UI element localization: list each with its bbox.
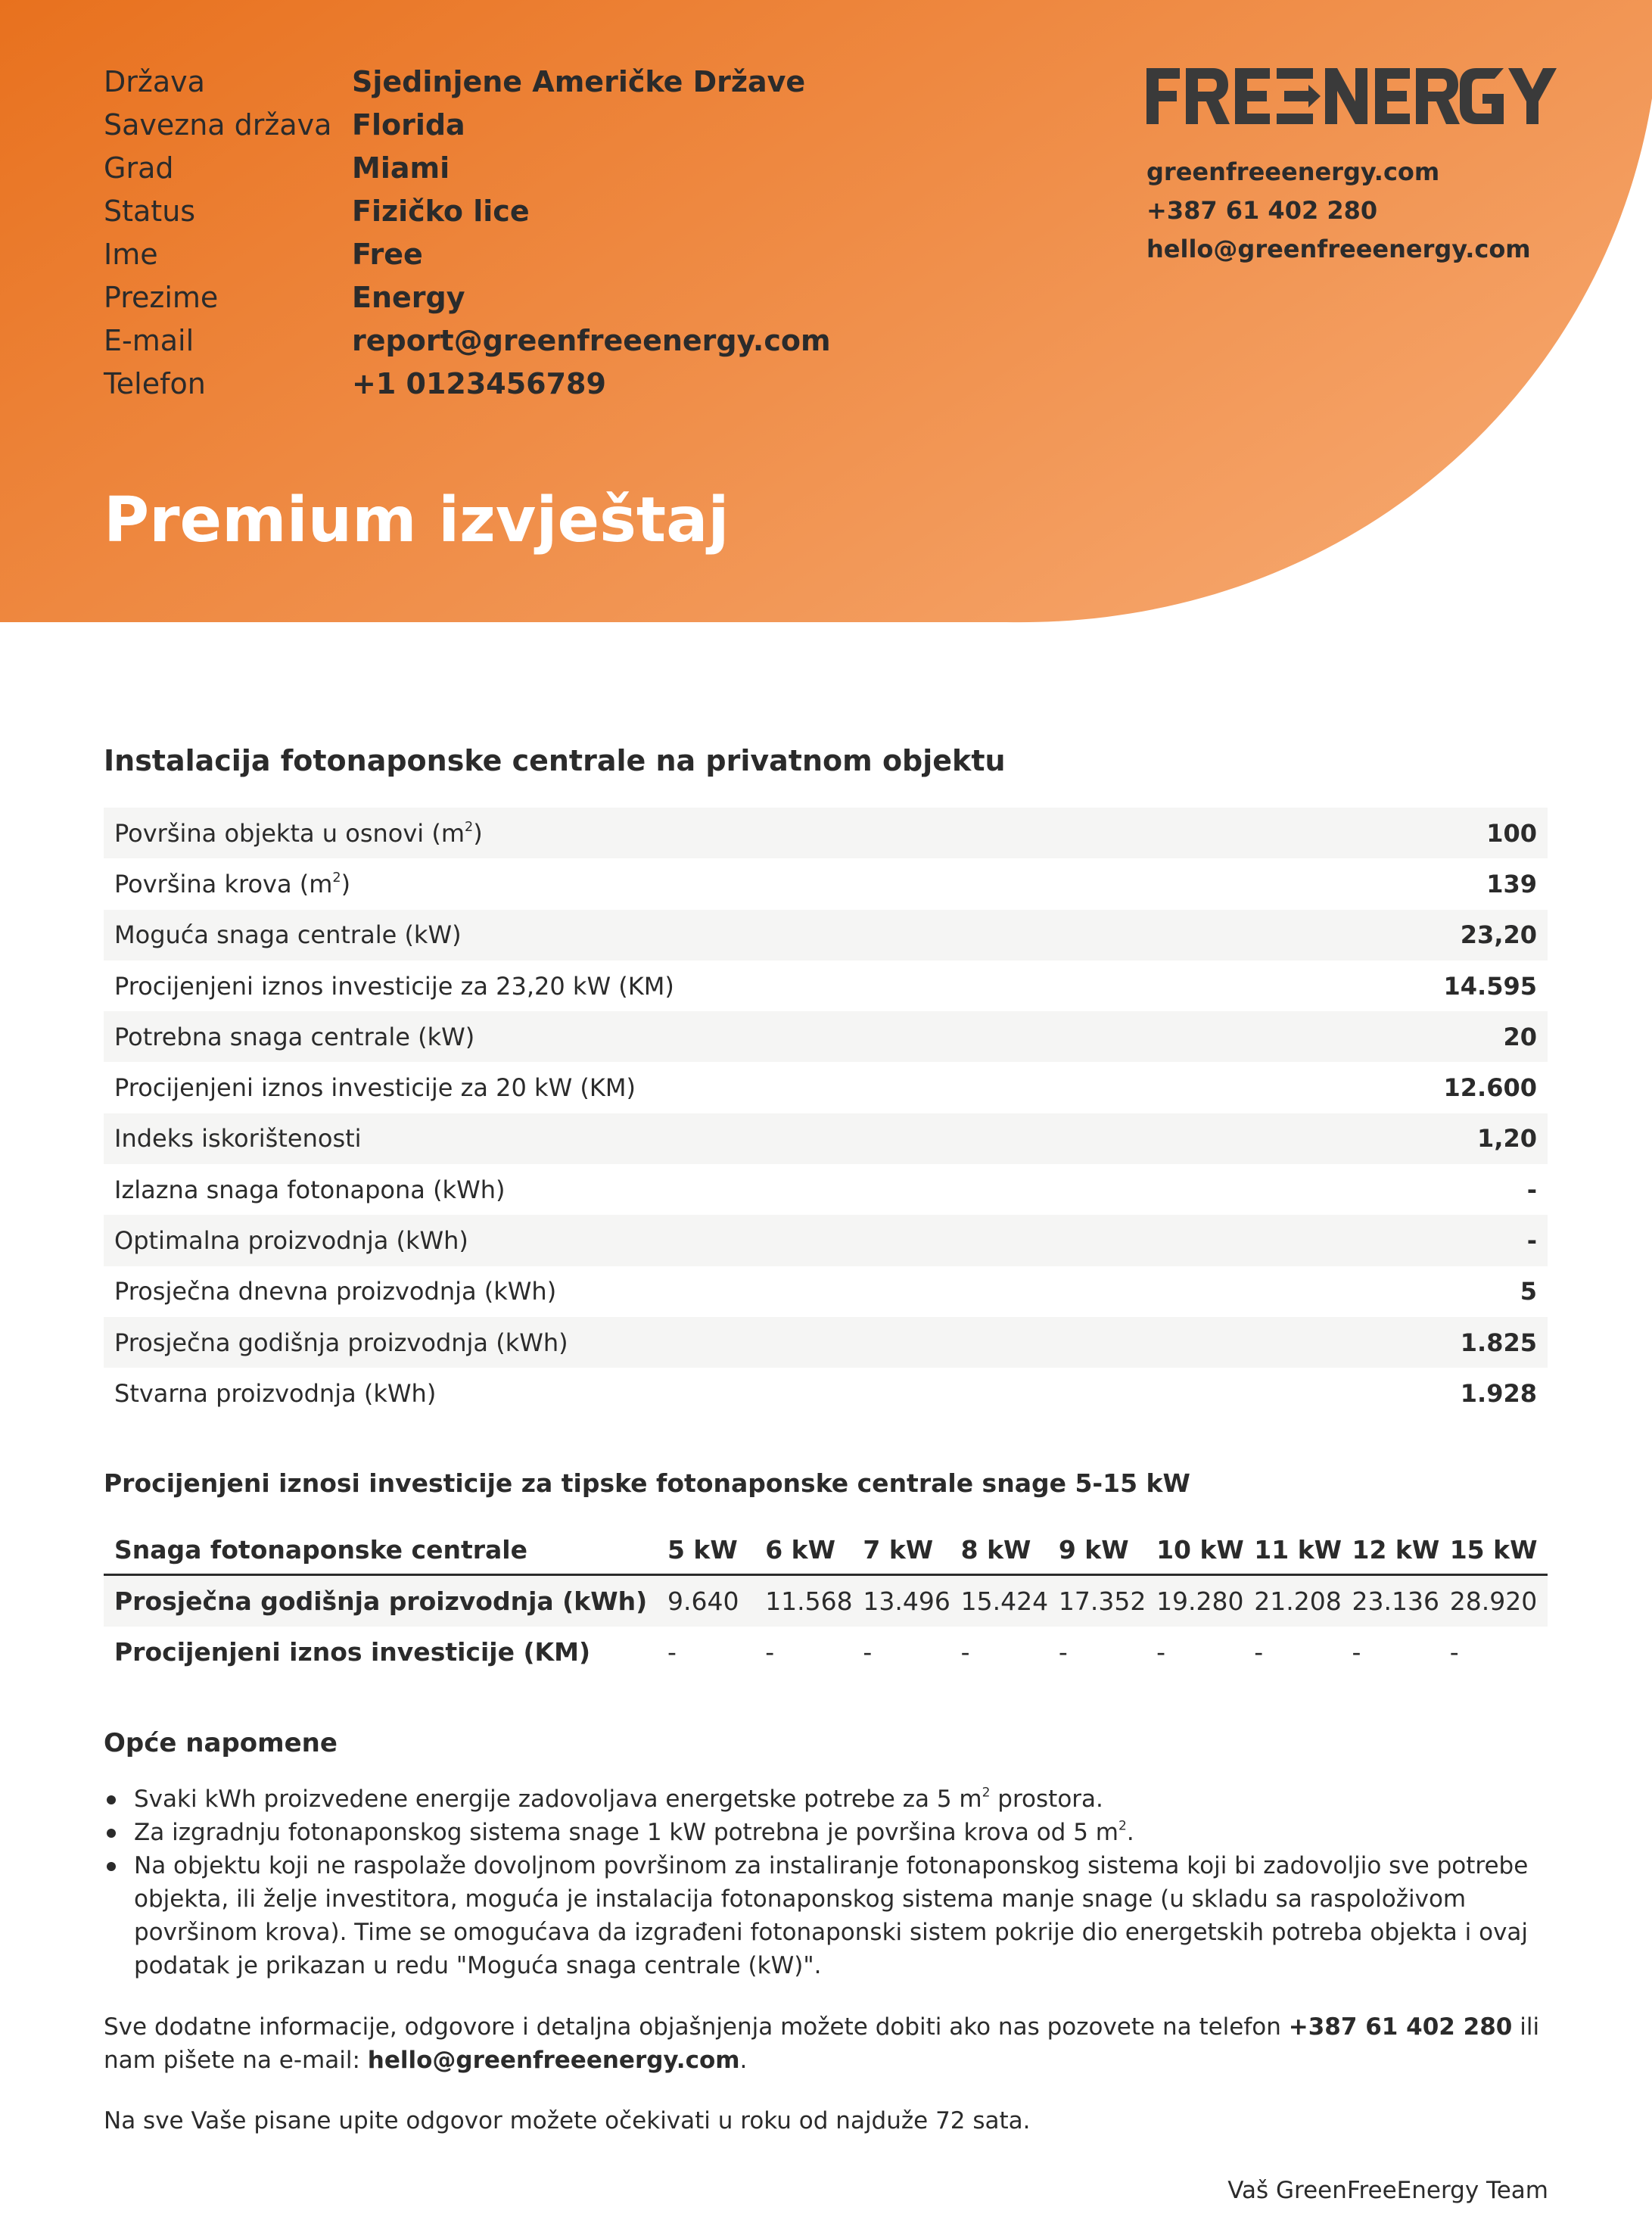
row-value: 1.928 xyxy=(1460,1378,1537,1408)
column-header: Snaga fotonaponske centrale xyxy=(114,1535,527,1565)
row-label: Površina krova $(m^2)$ xyxy=(114,869,351,898)
table-row xyxy=(104,961,1548,1011)
freenergy-logo xyxy=(1146,62,1559,130)
company-contact xyxy=(1146,153,1531,269)
row-label: Indeks iskorištenosti xyxy=(114,1124,362,1154)
row-label: Procijenjeni iznos investicije za 23,20 kW (KM) xyxy=(114,971,674,1001)
table-row xyxy=(104,1164,1548,1215)
contact-phone: +387 61 402 280 xyxy=(1288,2013,1513,2041)
info-value: +1 0123456789 xyxy=(352,367,606,400)
table-cell: - xyxy=(1254,1637,1264,1667)
row-label: Površina objekta u osnovi $(m^2)$ xyxy=(114,818,483,848)
table-cell: - xyxy=(1058,1637,1068,1667)
info-row xyxy=(104,319,831,363)
table-cell: 13.496 xyxy=(863,1586,950,1616)
row-value: 1,20 xyxy=(1477,1124,1537,1154)
row-label: Potrebna snaga centrale (kW) xyxy=(114,1022,475,1051)
column-header: 15 kW xyxy=(1449,1535,1538,1565)
table-cell: 21.208 xyxy=(1254,1586,1342,1616)
table-row xyxy=(104,1266,1548,1317)
table-cell: 19.280 xyxy=(1156,1586,1244,1616)
table-cell: 15.424 xyxy=(960,1586,1049,1616)
email-link[interactable]: hello@greenfreeenergy.com xyxy=(1146,235,1531,263)
column-header: 6 kW xyxy=(765,1535,835,1565)
table-row xyxy=(104,1317,1548,1368)
info-row xyxy=(104,190,831,233)
row-value: 139 xyxy=(1486,869,1537,898)
info-label: Država xyxy=(104,65,205,98)
column-header: 7 kW xyxy=(863,1535,934,1565)
table-cell: - xyxy=(765,1637,775,1667)
response-note: Na sve Vaše pisane upite odgovor možete očekivati u roku od najduže 72 sata. xyxy=(104,2107,1031,2134)
info-label: Status xyxy=(104,195,196,228)
list-item: Svaki kWh proizvedene energije zadovoljava energetske potrebe za 5 $m^2$ prostora. xyxy=(104,1783,1549,1816)
info-row xyxy=(104,363,831,406)
info-value: Fizičko lice xyxy=(352,195,530,228)
contact-email-link[interactable]: hello@greenfreeenergy.com xyxy=(367,2047,740,2074)
table-cell: 11.568 xyxy=(765,1586,853,1616)
row-value: - xyxy=(1526,1175,1537,1204)
info-label: Telefon xyxy=(104,367,206,400)
header-banner xyxy=(0,0,1652,628)
table-cell: - xyxy=(1449,1637,1459,1667)
column-header: 5 kW xyxy=(667,1535,738,1565)
signature: Vaš GreenFreeEnergy Team xyxy=(1227,2177,1548,2204)
row-label: Prosječna godišnja proizvodnja (kWh) xyxy=(114,1586,648,1616)
info-value: Free xyxy=(352,238,423,271)
table-row xyxy=(104,1627,1548,1677)
info-row xyxy=(104,61,831,104)
info-label: E-mail xyxy=(104,324,194,357)
info-label: Prezime xyxy=(104,281,219,314)
table-row xyxy=(104,1011,1548,1062)
row-value: 23,20 xyxy=(1460,920,1537,950)
installation-table xyxy=(104,808,1548,1419)
table-row xyxy=(104,1576,1548,1627)
column-header: 8 kW xyxy=(960,1535,1031,1565)
row-value: 20 xyxy=(1503,1022,1537,1051)
table-cell: 17.352 xyxy=(1058,1586,1146,1616)
row-value: 12.600 xyxy=(1443,1073,1537,1103)
info-row xyxy=(104,276,831,319)
info-label: Ime xyxy=(104,238,158,271)
notes-list xyxy=(104,1783,1549,1982)
info-value: report@greenfreeenergy.com xyxy=(352,324,831,357)
table-header-row xyxy=(104,1526,1548,1576)
row-label: Prosječna godišnja proizvodnja (kWh) xyxy=(114,1328,568,1357)
list-item: Na objektu koji ne raspolaže dovoljnom površinom za instaliranje fotonaponskog sistema koji bi zadovoljio sve potrebe objekta, ili želje investitora, moguća je instalacija fotonaponskog sistema manje snage (u skladu sa raspoloživom površinom krova). Time se omogućava da izgrađeni fotonaponski sistem pokrije dio energetskih potreba objekta i ovaj podatak je prikazan u redu "Moguća snaga centrale (kW)". xyxy=(104,1849,1549,1982)
table-cell: - xyxy=(960,1637,970,1667)
column-header: 10 kW xyxy=(1156,1535,1244,1565)
table-cell: - xyxy=(863,1637,873,1667)
info-value: Miami xyxy=(352,151,450,185)
table-cell: 23.136 xyxy=(1352,1586,1439,1616)
info-label: Grad xyxy=(104,151,174,185)
table-row xyxy=(104,1215,1548,1266)
row-label: Procijenjeni iznos investicije (KM) xyxy=(114,1637,591,1667)
info-value: Sjedinjene Američke Države xyxy=(352,65,806,98)
table-row xyxy=(104,1113,1548,1164)
row-label: Procijenjeni iznos investicije za 20 kW (KM) xyxy=(114,1073,636,1103)
row-value: 1.825 xyxy=(1460,1328,1537,1357)
table-cell: - xyxy=(667,1637,677,1667)
info-row xyxy=(104,147,831,190)
contact-paragraph: Sve dodatne informacije, odgovore i detaljna objašnjenja možete dobiti ako nas pozovete na telefon +387 61 402 280 ili nam pišete na e-mail: hello@greenfreeenergy.com. xyxy=(104,2013,1540,2074)
table-row xyxy=(104,910,1548,961)
column-header: 11 kW xyxy=(1254,1535,1342,1565)
row-label: Moguća snaga centrale (kW) xyxy=(114,920,462,950)
table-row xyxy=(104,1368,1548,1418)
list-item: Za izgradnju fotonaponskog sistema snage 1 kW potrebna je površina krova od 5 $m^2$. xyxy=(104,1816,1549,1849)
row-label: Stvarna proizvodnja (kWh) xyxy=(114,1378,437,1408)
investments-table xyxy=(104,1526,1548,1677)
row-value: - xyxy=(1526,1226,1537,1256)
table-cell: - xyxy=(1352,1637,1361,1667)
table-cell: 9.640 xyxy=(667,1586,739,1616)
row-label: Izlazna snaga fotonapona (kWh) xyxy=(114,1175,506,1204)
website-link[interactable]: greenfreeenergy.com xyxy=(1146,157,1440,186)
customer-info xyxy=(104,61,831,406)
notes-title: Opće napomene xyxy=(104,1728,338,1758)
installation-title: Instalacija fotonaponske centrale na privatnom objektu xyxy=(104,744,1006,777)
investments-title: Procijenjeni iznosi investicije za tipske fotonaponske centrale snage 5-15 kW xyxy=(104,1468,1190,1498)
table-cell: - xyxy=(1156,1637,1165,1667)
info-row xyxy=(104,104,831,147)
column-header: 9 kW xyxy=(1058,1535,1129,1565)
column-header: 12 kW xyxy=(1352,1535,1440,1565)
row-value: 14.595 xyxy=(1443,971,1537,1001)
row-label: Optimalna proizvodnja (kWh) xyxy=(114,1226,468,1256)
info-label: Savezna država xyxy=(104,108,332,142)
table-cell: 28.920 xyxy=(1449,1586,1538,1616)
row-label: Prosječna dnevna proizvodnja (kWh) xyxy=(114,1277,557,1306)
row-value: 5 xyxy=(1520,1277,1537,1306)
phone-text: +387 61 402 280 xyxy=(1146,196,1378,225)
table-row xyxy=(104,858,1548,909)
info-row xyxy=(104,233,831,276)
row-value: 100 xyxy=(1486,818,1537,848)
info-value: Florida xyxy=(352,108,465,142)
table-row xyxy=(104,1062,1548,1113)
table-row xyxy=(104,808,1548,858)
info-value: Energy xyxy=(352,281,465,314)
report-title: Premium izvještaj xyxy=(104,484,730,556)
